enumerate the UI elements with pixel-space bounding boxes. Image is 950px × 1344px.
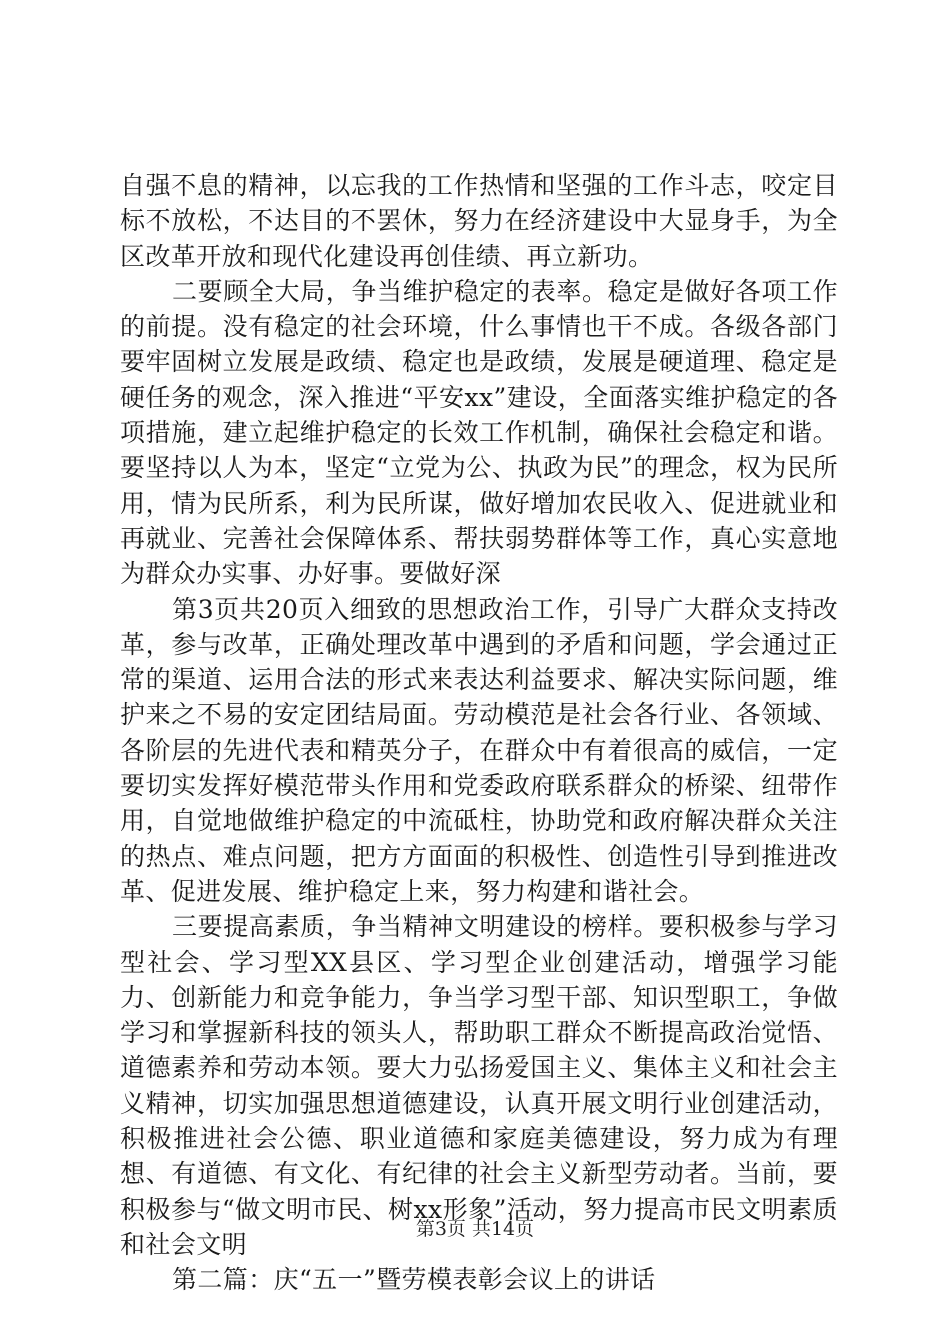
page-footer: 第3页 共14页 (415, 1218, 535, 1240)
paragraph: 三要提高素质，争当精神文明建设的榜样。要积极参与学习型社会、学习型XX县区、学习型企业创建活动，增强学习能力、创新能力和竞争能力，争当学习型干部、知识型职工，争做学习和掌握新科技的领头人，帮助职工群众不断提高政治觉悟、道德素养和劳动本领。要大力弘扬爱国主义、集体主义和社会主义精神，切实加强思想道德建设，认真开展文明行业创建活动，积极推进社会公德、职业道德和家庭美德建设，努力成为有理想、有道德、有文化、有纪律的社会主义新型劳动者。当前，要积极参与“做文明市民、树xx形象”活动，努力提高市民文明素质和社会文明 (120, 912, 838, 1259)
section-heading: 第二篇：庆“五一”暨劳模表彰会议上的讲话 (172, 1265, 656, 1295)
document-body (120, 168, 838, 1298)
paragraph: 自强不息的精神，以忘我的工作热情和坚强的工作斗志，咬定目标不放松，不达目的不罢休，努力在经济建设中大显身手，为全区改革开放和现代化建设再创佳绩、再立新功。 (120, 171, 838, 271)
paragraph: 第3页共20页入细致的思想政治工作，引导广大群众支持改革，参与改革，正确处理改革中遇到的矛盾和问题，学会通过正常的渠道、运用合法的形式来表达利益要求、解决实际问题，维护来之不易的安定团结局面。劳动模范是社会各行业、各领域、各阶层的先进代表和精英分子，在群众中有着很高的威信，一定要切实发挥好模范带头作用和党委政府联系群众的桥梁、纽带作用，自觉地做维护稳定的中流砥柱，协助党和政府解决群众关注的热点、难点问题，把方方面面的积极性、创造性引导到推进改革、促进发展、维护稳定上来，努力构建和谐社会。 (120, 594, 838, 906)
paragraph: 二要顾全大局，争当维护稳定的表率。稳定是做好各项工作的前提。没有稳定的社会环境，什么事情也干不成。各级各部门要牢固树立发展是政绩、稳定也是政绩，发展是硬道理、稳定是硬任务的观念，深入推进“平安xx”建设，全面落实维护稳定的各项措施，建立起维护稳定的长效工作机制，确保社会稳定和谐。要坚持以人为本，坚定“立党为公、执政为民”的理念，权为民所用，情为民所系，利为民所谋，做好增加农民收入、促进就业和再就业、完善社会保障体系、帮扶弱势群体等工作，真心实意地为群众办实事、办好事。要做好深 (120, 276, 838, 589)
